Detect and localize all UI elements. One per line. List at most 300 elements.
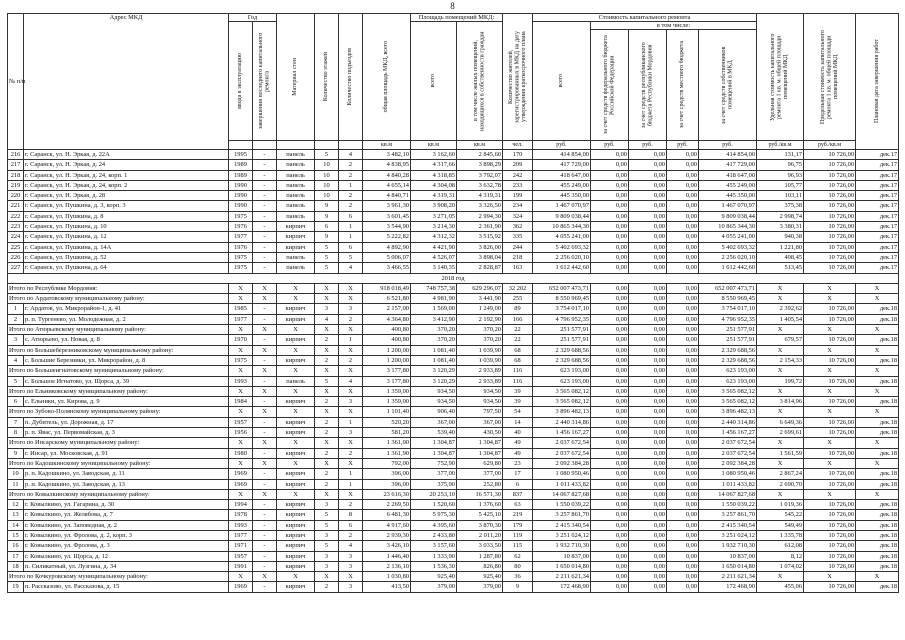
cell-f: 5 bbox=[315, 376, 339, 386]
cell-c3: 0,00 bbox=[667, 242, 699, 252]
cell-pa: 3 162,60 bbox=[411, 150, 457, 160]
cell-sc: 1 405,54 bbox=[757, 314, 804, 324]
cell-sc: 612,08 bbox=[757, 541, 804, 551]
cell-f: 4 bbox=[315, 314, 339, 324]
cell-m: X bbox=[277, 438, 315, 448]
cell-pa: 934,50 bbox=[411, 386, 457, 396]
cell-pc: 370,20 bbox=[457, 335, 503, 345]
cell-y1: 1977 bbox=[229, 530, 253, 540]
cell-pa: 20 253,10 bbox=[411, 489, 457, 499]
table-row bbox=[8, 242, 899, 252]
cell-c4: 1 550 039,22 bbox=[699, 500, 757, 510]
total-row bbox=[8, 283, 899, 293]
cell-sc: 6 649,36 bbox=[757, 417, 804, 427]
cell-a: г. Ковылкино, ул. Гагарина, д. 30 bbox=[24, 500, 229, 510]
cell-y2: - bbox=[253, 510, 277, 520]
cell-d: X bbox=[856, 489, 899, 499]
cell-y2: - bbox=[253, 263, 277, 273]
cell-y2: X bbox=[253, 345, 277, 355]
total-label: Итого по Атюрьевскому муниципальному району: bbox=[8, 325, 229, 335]
cell-c1: 0,00 bbox=[591, 283, 629, 293]
table-row bbox=[8, 355, 899, 365]
cell-c2: 0,00 bbox=[629, 263, 667, 273]
cell-c4: 3 896 482,13 bbox=[699, 407, 757, 417]
cell-y2: X bbox=[253, 407, 277, 417]
total-row bbox=[8, 345, 899, 355]
cell-r: 116 bbox=[503, 376, 533, 386]
cell-c1: 0,00 bbox=[591, 252, 629, 262]
cell-pc: 3 515,92 bbox=[457, 232, 503, 242]
cell-y2: - bbox=[253, 355, 277, 365]
cell-m: X bbox=[277, 407, 315, 417]
cell-a: р. п. Кадошкино, ул. Заводская, д. 13 bbox=[24, 479, 229, 489]
cell-y2: X bbox=[253, 386, 277, 396]
cell-ta: 520,20 bbox=[363, 417, 411, 427]
year-row bbox=[8, 273, 899, 283]
cell-n: 222 bbox=[8, 211, 24, 221]
header-premises-total: всего bbox=[411, 22, 457, 141]
cell-d: дек.17 bbox=[856, 252, 899, 262]
cell-y1: 1976 bbox=[229, 242, 253, 252]
cell-c4: 1 456 167,27 bbox=[699, 428, 757, 438]
cell-c1: 0,00 bbox=[591, 335, 629, 345]
table-row bbox=[8, 479, 899, 489]
cell-d: дек.18 bbox=[856, 551, 899, 561]
cell-f: X bbox=[315, 325, 339, 335]
cell-y1: 1977 bbox=[229, 232, 253, 242]
cell-e: X bbox=[339, 438, 363, 448]
cell-ct: 251 577,91 bbox=[533, 325, 591, 335]
cell-sc: X bbox=[757, 386, 804, 396]
cell-mc: 10 726,00 bbox=[804, 232, 856, 242]
cell-mc: 10 726,00 bbox=[804, 530, 856, 540]
cell-sc: 2 699,61 bbox=[757, 428, 804, 438]
cell-mc: 10 726,00 bbox=[804, 561, 856, 571]
cell-c3: 0,00 bbox=[667, 180, 699, 190]
cell-f: X bbox=[315, 366, 339, 376]
cell-mc: 10 726,00 bbox=[804, 191, 856, 201]
cell-pc: 252,80 bbox=[457, 479, 503, 489]
cell-sc: 3 380,31 bbox=[757, 222, 804, 232]
cell-c4: 445 350,00 bbox=[699, 191, 757, 201]
cell-sc: 199,72 bbox=[757, 376, 804, 386]
cell-sc: 8,12 bbox=[757, 551, 804, 561]
cell-pa: 1 333,90 bbox=[411, 551, 457, 561]
cell-mc: 10 726,00 bbox=[804, 355, 856, 365]
cell-c2: 0,00 bbox=[629, 160, 667, 170]
cell-y1: 1956 bbox=[229, 428, 253, 438]
cell-f: 10 bbox=[315, 191, 339, 201]
cell-c1: 0,00 bbox=[591, 561, 629, 571]
cell-c1: 0,00 bbox=[591, 500, 629, 510]
cell-m: кирпич bbox=[277, 561, 315, 571]
cell-e: 2 bbox=[339, 448, 363, 458]
cell-c3: 0,00 bbox=[667, 170, 699, 180]
cell-m: X bbox=[277, 283, 315, 293]
cell-mc: 10 726,00 bbox=[804, 242, 856, 252]
cell-d: дек.18 bbox=[856, 510, 899, 520]
cell-m: кирпич bbox=[277, 582, 315, 592]
cell-y2: X bbox=[253, 294, 277, 304]
cell-f: 3 bbox=[315, 551, 339, 561]
table-row bbox=[8, 180, 899, 190]
cell-r: 179 bbox=[503, 520, 533, 530]
cell-n: 224 bbox=[8, 232, 24, 242]
cell-d: дек.18 bbox=[856, 376, 899, 386]
cell-f: X bbox=[315, 283, 339, 293]
cell-ta: 2 939,30 bbox=[363, 530, 411, 540]
cell-f: 10 bbox=[315, 170, 339, 180]
cell-mc: X bbox=[804, 294, 856, 304]
cell-f: 5 bbox=[315, 263, 339, 273]
cell-pa: 748 757,38 bbox=[411, 283, 457, 293]
total-row bbox=[8, 366, 899, 376]
cell-c3: 0,00 bbox=[667, 438, 699, 448]
table-row bbox=[8, 520, 899, 530]
cell-ct: 8 550 969,45 bbox=[533, 294, 591, 304]
cell-ta: 4 892,90 bbox=[363, 242, 411, 252]
cell-f: 9 bbox=[315, 201, 339, 211]
cell-n: 218 bbox=[8, 170, 24, 180]
cell-y2: - bbox=[253, 376, 277, 386]
cell-mc: 10 726,00 bbox=[804, 541, 856, 551]
cell-ta: 3 177,80 bbox=[363, 376, 411, 386]
cell-y1: 1975 bbox=[229, 355, 253, 365]
cell-pc: 2 933,89 bbox=[457, 366, 503, 376]
cell-e: X bbox=[339, 345, 363, 355]
cell-c3: 0,00 bbox=[667, 541, 699, 551]
cell-ct: 2 037 672,54 bbox=[533, 448, 591, 458]
cell-y2: X bbox=[253, 489, 277, 499]
cell-m: панель bbox=[277, 201, 315, 211]
cell-c2: 0,00 bbox=[629, 222, 667, 232]
cell-y2: - bbox=[253, 180, 277, 190]
header-year: Год bbox=[229, 14, 277, 22]
cell-e: 6 bbox=[339, 242, 363, 252]
cell-r: 17 bbox=[503, 469, 533, 479]
cell-r: 39 bbox=[503, 397, 533, 407]
cell-c2: 0,00 bbox=[629, 417, 667, 427]
cell-c1: 0,00 bbox=[591, 242, 629, 252]
cell-c3: 0,00 bbox=[667, 294, 699, 304]
cell-ta: 1 200,00 bbox=[363, 355, 411, 365]
cell-mc: X bbox=[804, 325, 856, 335]
cell-n: 6 bbox=[8, 397, 24, 407]
cell-c4: 2 440 314,86 bbox=[699, 417, 757, 427]
cell-c3: 0,00 bbox=[667, 448, 699, 458]
cell-ct: 2 329 688,56 bbox=[533, 345, 591, 355]
cell-a: г. Саранск, ул. Пушкина, д. 12 bbox=[24, 232, 229, 242]
cell-c2: 0,00 bbox=[629, 479, 667, 489]
cell-c1: 0,00 bbox=[591, 180, 629, 190]
header-year-last-repair: завершения последнего капитального ремонта bbox=[253, 22, 277, 141]
cell-mc: 10 726,00 bbox=[804, 304, 856, 314]
cell-f: 2 bbox=[315, 417, 339, 427]
cell-ct: 3 896 482,13 bbox=[533, 407, 591, 417]
cell-mc: X bbox=[804, 489, 856, 499]
cell-y1: 1971 bbox=[229, 541, 253, 551]
cell-sc: 96,75 bbox=[757, 160, 804, 170]
cell-ct: 1 080 950,46 bbox=[533, 469, 591, 479]
cell-pa: 367,00 bbox=[411, 417, 457, 427]
cell-d: дек.18 bbox=[856, 314, 899, 324]
cell-c1: 0,00 bbox=[591, 520, 629, 530]
cell-m: кирпич bbox=[277, 551, 315, 561]
header-premises-citizens: в том числе жилых помещений, находящихся в собственности граждан bbox=[457, 22, 503, 141]
cell-ct: 10 865 344,30 bbox=[533, 222, 591, 232]
cell-ta: 1 359,00 bbox=[363, 386, 411, 396]
cell-c1: 0,00 bbox=[591, 150, 629, 160]
cell-y2: X bbox=[253, 283, 277, 293]
cell-pc: 1 249,00 bbox=[457, 304, 503, 314]
cell-c3: 0,00 bbox=[667, 263, 699, 273]
cell-sc: 2 154,33 bbox=[757, 355, 804, 365]
cell-sc: X bbox=[757, 438, 804, 448]
cell-y1: X bbox=[229, 294, 253, 304]
cell-c4: 652 007 473,71 bbox=[699, 283, 757, 293]
cell-r: 62 bbox=[503, 551, 533, 561]
cell-c4: 14 067 827,68 bbox=[699, 489, 757, 499]
cell-d: X bbox=[856, 572, 899, 582]
cell-c1: 0,00 bbox=[591, 232, 629, 242]
cell-ct: 4 796 952,35 bbox=[533, 314, 591, 324]
cell-ta: 1 101,40 bbox=[363, 407, 411, 417]
cell-c4: 623 193,00 bbox=[699, 366, 757, 376]
cell-f: X bbox=[315, 386, 339, 396]
cell-mc: X bbox=[804, 345, 856, 355]
cell-pc: 1 039,90 bbox=[457, 345, 503, 355]
cell-y2: X bbox=[253, 438, 277, 448]
cell-pa: 5 975,30 bbox=[411, 510, 457, 520]
cell-ct: 2 440 314,86 bbox=[533, 417, 591, 427]
cell-f: 2 bbox=[315, 469, 339, 479]
table-row bbox=[8, 582, 899, 592]
table-row bbox=[8, 448, 899, 458]
cell-e: X bbox=[339, 458, 363, 468]
cell-c4: 623 193,00 bbox=[699, 376, 757, 386]
cell-ct: 2 256 020,10 bbox=[533, 252, 591, 262]
cell-y1: 1978 bbox=[229, 510, 253, 520]
cell-m: X bbox=[277, 386, 315, 396]
cell-a: г. Инсар, ул. Московская, д. 91 bbox=[24, 448, 229, 458]
cell-pa: 3 140,35 bbox=[411, 263, 457, 273]
cell-c3: 0,00 bbox=[667, 283, 699, 293]
cell-d: дек.17 bbox=[856, 150, 899, 160]
header-cost: Стоимость капитального ремонта bbox=[533, 14, 757, 22]
cell-r: 49 bbox=[503, 448, 533, 458]
cell-r: 68 bbox=[503, 355, 533, 365]
cell-f: X bbox=[315, 489, 339, 499]
cell-y2: - bbox=[253, 479, 277, 489]
cell-pa: 370,20 bbox=[411, 335, 457, 345]
cell-f: 2 bbox=[315, 582, 339, 592]
cell-c2: 0,00 bbox=[629, 345, 667, 355]
cell-c4: 2 092 384,28 bbox=[699, 458, 757, 468]
cell-r: 234 bbox=[503, 201, 533, 211]
cell-c2: 0,00 bbox=[629, 283, 667, 293]
cell-ta: 1 361,90 bbox=[363, 448, 411, 458]
header-premises-area: Площадь помещений МКД: bbox=[411, 14, 503, 22]
cell-d: дек.17 bbox=[856, 211, 899, 221]
cell-ct: 623 193,00 bbox=[533, 366, 591, 376]
cell-pa: 4 304,08 bbox=[411, 180, 457, 190]
table-row bbox=[8, 160, 899, 170]
cell-e: X bbox=[339, 366, 363, 376]
cell-pc: 2 192,90 bbox=[457, 314, 503, 324]
cell-c4: 455 249,00 bbox=[699, 180, 757, 190]
cell-y2: - bbox=[253, 160, 277, 170]
cell-sc: 545,22 bbox=[757, 510, 804, 520]
table-row bbox=[8, 541, 899, 551]
cell-pc: 3 870,30 bbox=[457, 520, 503, 530]
cell-r: 68 bbox=[503, 345, 533, 355]
cell-a: г. Саранск, ул. Пушкина, д. 3, корп. 3 bbox=[24, 201, 229, 211]
cell-sc: X bbox=[757, 345, 804, 355]
cell-c3: 0,00 bbox=[667, 407, 699, 417]
cell-pa: 379,00 bbox=[411, 582, 457, 592]
cell-y2: - bbox=[253, 232, 277, 242]
cell-m: кирпич bbox=[277, 355, 315, 365]
cell-y1: 1975 bbox=[229, 252, 253, 262]
cell-y2: - bbox=[253, 335, 277, 345]
cell-a: г. Саранск, ул. Н. Эркая, д. 22А bbox=[24, 150, 229, 160]
cell-a: г. Саранск, ул. Пушкина, д. 10 bbox=[24, 222, 229, 232]
cell-c3: 0,00 bbox=[667, 397, 699, 407]
cell-c1: 0,00 bbox=[591, 582, 629, 592]
cell-y1: 1957 bbox=[229, 551, 253, 561]
cell-sc: 2 690,70 bbox=[757, 479, 804, 489]
cell-sc: 455,06 bbox=[757, 582, 804, 592]
cell-e: 1 bbox=[339, 479, 363, 489]
cell-m: кирпич bbox=[277, 397, 315, 407]
cell-mc: 10 726,00 bbox=[804, 160, 856, 170]
cell-ct: 418 647,00 bbox=[533, 170, 591, 180]
cell-c2: 0,00 bbox=[629, 438, 667, 448]
cell-y2: - bbox=[253, 252, 277, 262]
cell-y2: - bbox=[253, 469, 277, 479]
cell-mc: 10 726,00 bbox=[804, 500, 856, 510]
table-body bbox=[8, 150, 899, 593]
cell-c3: 0,00 bbox=[667, 355, 699, 365]
cell-m: X bbox=[277, 366, 315, 376]
cell-pc: 2 828,87 bbox=[457, 263, 503, 273]
cell-d: дек.18 bbox=[856, 397, 899, 407]
cell-n: 10 bbox=[8, 469, 24, 479]
cell-e: 6 bbox=[339, 520, 363, 530]
cell-f: X bbox=[315, 458, 339, 468]
cell-c3: 0,00 bbox=[667, 191, 699, 201]
cell-ta: 6 521,80 bbox=[363, 294, 411, 304]
cell-e: 5 bbox=[339, 252, 363, 262]
cell-ta: 3 544,90 bbox=[363, 222, 411, 232]
cell-e: X bbox=[339, 283, 363, 293]
cell-pa: 934,50 bbox=[411, 397, 457, 407]
cell-mc: 10 726,00 bbox=[804, 180, 856, 190]
header-entrances: Количество подъездов bbox=[339, 14, 363, 141]
cell-n: 221 bbox=[8, 201, 24, 211]
cell-r: 166 bbox=[503, 314, 533, 324]
cell-sc: X bbox=[757, 283, 804, 293]
cell-c3: 0,00 bbox=[667, 335, 699, 345]
cell-c4: 251 577,91 bbox=[699, 335, 757, 345]
cell-c3: 0,00 bbox=[667, 530, 699, 540]
cell-m: кирпич bbox=[277, 530, 315, 540]
cell-d: дек.18 bbox=[856, 530, 899, 540]
cell-c3: 0,00 bbox=[667, 386, 699, 396]
cell-ta: 3 601,45 bbox=[363, 211, 411, 221]
table-row bbox=[8, 551, 899, 561]
cell-d: дек.17 bbox=[856, 160, 899, 170]
cell-c2: 0,00 bbox=[629, 469, 667, 479]
cell-ta: 4 917,60 bbox=[363, 520, 411, 530]
cell-y1: 1969 bbox=[229, 469, 253, 479]
total-label: Итого по Кочкуровскому муниципальному району: bbox=[8, 572, 229, 582]
cell-n: 220 bbox=[8, 191, 24, 201]
cell-d: дек.17 bbox=[856, 201, 899, 211]
cell-c3: 0,00 bbox=[667, 201, 699, 211]
cell-c3: 0,00 bbox=[667, 551, 699, 561]
cell-c1: 0,00 bbox=[591, 263, 629, 273]
cell-e: 3 bbox=[339, 397, 363, 407]
cell-c1: 0,00 bbox=[591, 304, 629, 314]
cell-c4: 3 565 082,12 bbox=[699, 397, 757, 407]
cell-y1: 1993 bbox=[229, 520, 253, 530]
total-row bbox=[8, 386, 899, 396]
cell-ta: 413,50 bbox=[363, 582, 411, 592]
cell-f: 5 bbox=[315, 252, 339, 262]
cell-mc: 10 726,00 bbox=[804, 479, 856, 489]
cell-c2: 0,00 bbox=[629, 376, 667, 386]
total-label: Итого по Большеигнатовскому муниципальному району: bbox=[8, 366, 229, 376]
cell-e: 2 bbox=[339, 191, 363, 201]
cell-r: 335 bbox=[503, 232, 533, 242]
cell-a: г. Саранск, ул. Н. Эркая, д. 24, корп. 1 bbox=[24, 170, 229, 180]
cell-d: дек.18 bbox=[856, 428, 899, 438]
cell-y1: 1970 bbox=[229, 335, 253, 345]
cell-c2: 0,00 bbox=[629, 366, 667, 376]
cell-c3: 0,00 bbox=[667, 479, 699, 489]
unit-cell: кв.м bbox=[411, 141, 457, 150]
cell-d: X bbox=[856, 283, 899, 293]
cell-e: 8 bbox=[339, 510, 363, 520]
cell-r: 209 bbox=[503, 160, 533, 170]
cell-c2: 0,00 bbox=[629, 530, 667, 540]
cell-f: 3 bbox=[315, 530, 339, 540]
header-cost-republic: за счет средств республиканского бюджета Республики Мордовия bbox=[629, 30, 667, 141]
cell-n: 19 bbox=[8, 582, 24, 592]
table-row bbox=[8, 314, 899, 324]
cell-f: 5 bbox=[315, 242, 339, 252]
cell-r: 119 bbox=[503, 530, 533, 540]
table-header bbox=[8, 14, 899, 150]
cell-f: X bbox=[315, 345, 339, 355]
cell-mc: X bbox=[804, 386, 856, 396]
cell-e: 4 bbox=[339, 263, 363, 273]
header-total-area: общая площадь МКД, всего bbox=[363, 14, 411, 141]
cell-ct: 5 402 693,32 bbox=[533, 242, 591, 252]
unit-cell: руб./кв.м bbox=[757, 141, 804, 150]
cell-c4: 9 809 038,44 bbox=[699, 211, 757, 221]
cell-y1: X bbox=[229, 386, 253, 396]
cell-c4: 2 329 688,56 bbox=[699, 355, 757, 365]
total-label: Итого по Зубово-Полянскому муниципальному району: bbox=[8, 407, 229, 417]
cell-c1: 0,00 bbox=[591, 294, 629, 304]
cell-c2: 0,00 bbox=[629, 500, 667, 510]
cell-c3: 0,00 bbox=[667, 417, 699, 427]
cell-y2: - bbox=[253, 520, 277, 530]
cell-ta: 5 006,07 bbox=[363, 252, 411, 262]
cell-c4: 2 329 688,56 bbox=[699, 345, 757, 355]
